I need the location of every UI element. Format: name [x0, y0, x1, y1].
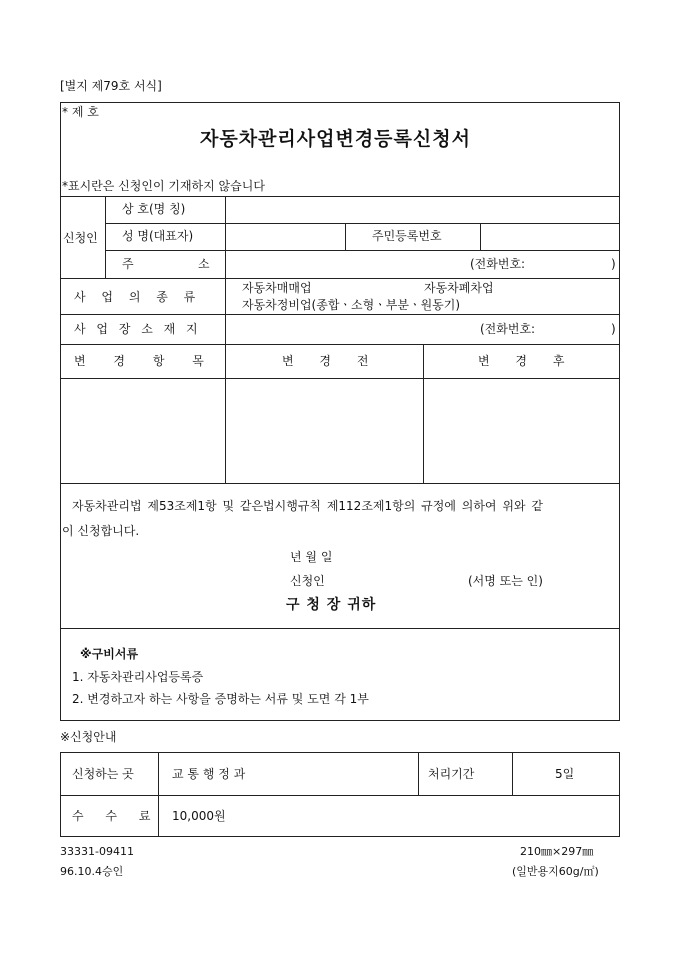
main-box-bottom — [60, 720, 620, 721]
trade-name-field[interactable] — [226, 197, 619, 223]
required-document-1: 1. 자동차관리사업등록증 — [72, 670, 204, 684]
change-item-header: 변 경 항 목 — [74, 354, 204, 368]
address-label-left: 주 — [122, 257, 134, 271]
applicant-sign-label: 신청인 — [290, 574, 325, 588]
business-type-car-scrap[interactable]: 자동차폐차업 — [424, 281, 494, 295]
form-number-label: [별지 제79호 서식] — [60, 79, 162, 93]
address-phone-close: ) — [611, 257, 616, 271]
official-use-notice: *표시란은 신청인이 기재하지 않습니다 — [62, 179, 265, 193]
application-date: 년 월 일 — [290, 550, 333, 564]
processing-period-label: 처리기간 — [428, 767, 475, 781]
required-documents-title: ※구비서류 — [80, 647, 139, 661]
address-field[interactable] — [226, 251, 466, 278]
guide-box-top — [60, 752, 620, 753]
before-change-header: 변 경 전 — [282, 354, 369, 368]
trade-name-label: 상 호(명 칭) — [122, 202, 186, 216]
rule — [60, 752, 61, 836]
representative-name-label: 성 명(대표자) — [122, 229, 194, 243]
rule — [60, 795, 620, 796]
representative-name-field[interactable] — [226, 224, 345, 250]
business-type-car-repair[interactable]: 자동차정비업(종합ㆍ소형ㆍ부분ㆍ원동기) — [242, 298, 461, 312]
rule — [60, 628, 620, 629]
location-phone-label: (전화번호: — [480, 322, 536, 336]
rule — [60, 344, 620, 345]
rule — [512, 752, 513, 795]
recipient-label: 구 청 장 귀하 — [286, 597, 377, 613]
application-office-label: 신청하는 곳 — [72, 767, 134, 781]
business-location-label: 사 업 장 소 재 지 — [74, 322, 200, 336]
main-box-top — [60, 102, 620, 103]
location-phone-close: ) — [611, 322, 616, 336]
approval-date: 96.10.4승인 — [60, 865, 124, 878]
declaration-line-2: 이 신청합니다. — [62, 524, 140, 538]
address-phone-label: (전화번호: — [470, 257, 526, 271]
address-label-right: 소 — [198, 257, 210, 271]
form-code: 33331-09411 — [60, 845, 134, 858]
resident-number-field[interactable] — [481, 224, 619, 250]
after-change-field[interactable] — [424, 379, 619, 483]
paper-size: 210㎜×297㎜ — [520, 845, 594, 858]
rule — [105, 196, 106, 278]
rule — [158, 752, 159, 836]
business-type-car-sales[interactable]: 자동차매매업 — [242, 281, 312, 295]
resident-number-label: 주민등록번호 — [372, 229, 442, 243]
guide-box-bottom — [60, 836, 620, 837]
after-change-header: 변 경 후 — [478, 354, 565, 368]
applicant-group-label: 신청인 — [63, 231, 98, 245]
application-guide-title: ※신청안내 — [60, 730, 117, 744]
processing-period-value: 5일 — [555, 767, 575, 781]
signature-label: (서명 또는 인) — [468, 574, 543, 588]
rule — [418, 752, 419, 795]
change-item-field[interactable] — [61, 379, 225, 483]
fee-value: 10,000원 — [172, 809, 226, 823]
paper-type: (일반용지60g/㎡) — [512, 865, 599, 878]
before-change-field[interactable] — [226, 379, 423, 483]
receipt-number-label: * 제 호 — [62, 105, 99, 119]
rule — [345, 223, 346, 250]
business-location-field[interactable] — [226, 315, 466, 344]
declaration-line-1: 자동차관리법 제53조제1항 및 같은법시행규칙 제112조제1항의 규정에 의하여 위와 같 — [72, 499, 543, 513]
rule — [619, 752, 620, 836]
rule — [60, 278, 620, 279]
fee-label: 수 수 료 — [72, 809, 151, 823]
rule — [60, 483, 620, 484]
business-type-label: 사 업 의 종 류 — [74, 290, 198, 304]
application-office-value: 교 통 행 정 과 — [172, 767, 246, 781]
required-document-2: 2. 변경하고자 하는 사항을 증명하는 서류 및 도면 각 1부 — [72, 692, 369, 706]
form-title: 자동차관리사업변경등록신청서 — [200, 128, 471, 150]
